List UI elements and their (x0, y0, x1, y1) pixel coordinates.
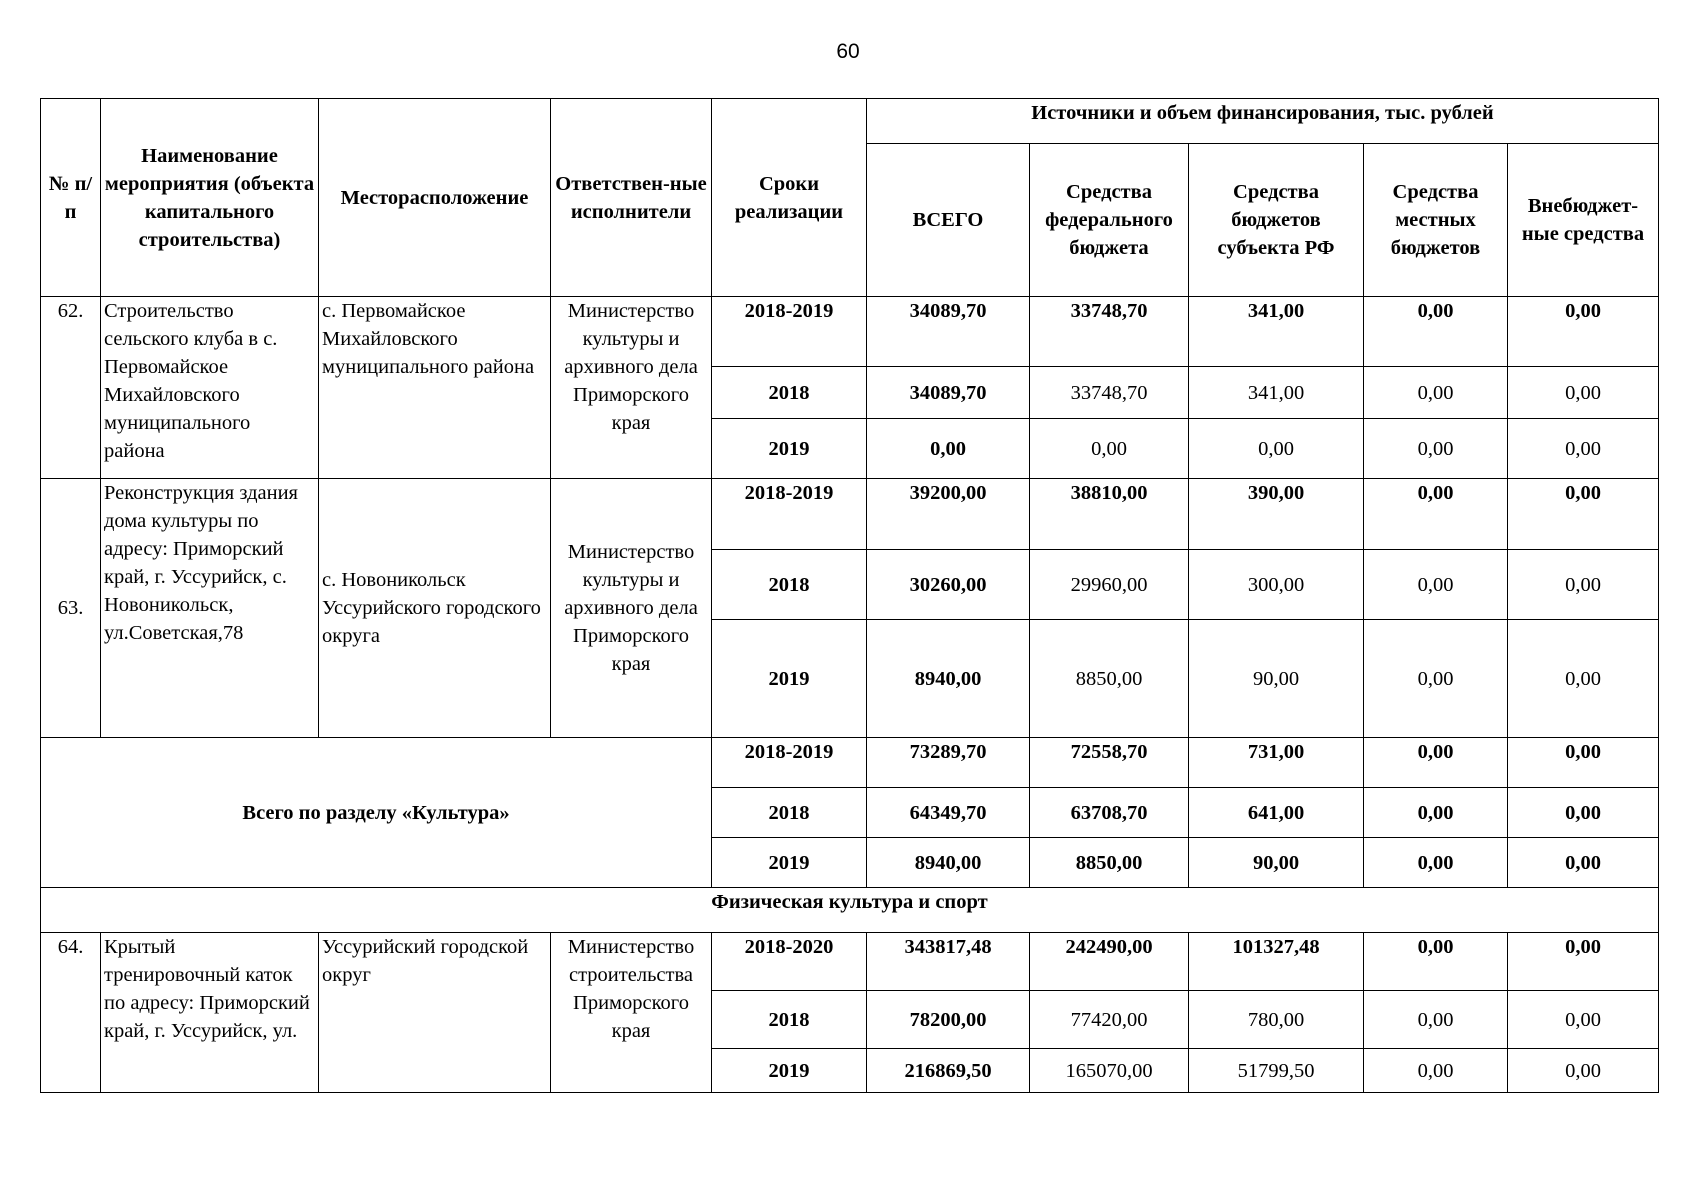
header-local: Средства местных бюджетов (1364, 144, 1508, 297)
period-cell: 2018 (712, 788, 867, 838)
local-cell: 0,00 (1364, 1049, 1508, 1093)
header-responsible: Ответствен-ные исполнители (551, 99, 712, 297)
federal-cell: 63708,70 (1030, 788, 1189, 838)
local-cell: 0,00 (1364, 991, 1508, 1049)
period-cell: 2018 (712, 367, 867, 419)
extra-cell: 0,00 (1508, 788, 1659, 838)
federal-cell: 38810,00 (1030, 479, 1189, 550)
entry-number: 62. (41, 297, 101, 479)
federal-cell: 33748,70 (1030, 367, 1189, 419)
subject-cell: 51799,50 (1189, 1049, 1364, 1093)
header-name: Наименование мероприятия (объекта капитального строительства) (101, 99, 319, 297)
header-extra: Внебюджет-ные средства (1508, 144, 1659, 297)
total-cell: 39200,00 (867, 479, 1030, 550)
subject-cell: 90,00 (1189, 838, 1364, 888)
entry-name: Крытый тренировочный каток по адресу: Приморский край, г. Уссурийск, ул. (101, 933, 319, 1093)
federal-cell: 0,00 (1030, 419, 1189, 479)
federal-cell: 165070,00 (1030, 1049, 1189, 1093)
extra-cell: 0,00 (1508, 838, 1659, 888)
subject-cell: 341,00 (1189, 367, 1364, 419)
period-cell: 2018-2019 (712, 297, 867, 367)
entry-name: Реконструкция здания дома культуры по адресу: Приморский край, г. Уссурийск, с. Новоникольск, ул.Советская,78 (101, 479, 319, 738)
local-cell: 0,00 (1364, 479, 1508, 550)
extra-cell: 0,00 (1508, 933, 1659, 991)
total-cell: 73289,70 (867, 738, 1030, 788)
entry-location: Уссурийский городской округ (319, 933, 551, 1093)
extra-cell: 0,00 (1508, 479, 1659, 550)
local-cell: 0,00 (1364, 933, 1508, 991)
subject-cell: 641,00 (1189, 788, 1364, 838)
period-cell: 2019 (712, 838, 867, 888)
subject-cell: 341,00 (1189, 297, 1364, 367)
header-row (41, 99, 1659, 144)
summary-row (41, 738, 1659, 788)
entry-location: с. Первомайское Михайловского муниципального района (319, 297, 551, 479)
header-terms: Сроки реализации (712, 99, 867, 297)
local-cell: 0,00 (1364, 367, 1508, 419)
subject-cell: 780,00 (1189, 991, 1364, 1049)
extra-cell: 0,00 (1508, 738, 1659, 788)
period-cell: 2019 (712, 1049, 867, 1093)
federal-cell: 72558,70 (1030, 738, 1189, 788)
federal-cell: 33748,70 (1030, 297, 1189, 367)
period-cell: 2018-2020 (712, 933, 867, 991)
local-cell: 0,00 (1364, 297, 1508, 367)
subject-cell: 731,00 (1189, 738, 1364, 788)
total-cell: 34089,70 (867, 367, 1030, 419)
period-cell: 2018 (712, 550, 867, 620)
subject-cell: 300,00 (1189, 550, 1364, 620)
extra-cell: 0,00 (1508, 620, 1659, 738)
extra-cell: 0,00 (1508, 419, 1659, 479)
section-row (41, 888, 1659, 933)
header-subject: Средства бюджетов субъекта РФ (1189, 144, 1364, 297)
total-cell: 64349,70 (867, 788, 1030, 838)
entry-location: с. Новоникольск Уссурийского городского округа (319, 479, 551, 738)
entry-name: Строительство сельского клуба в с. Первомайское Михайловского муниципального района (101, 297, 319, 479)
federal-cell: 77420,00 (1030, 991, 1189, 1049)
entry-responsible: Министерство культуры и архивного дела Приморского края (551, 479, 712, 738)
total-cell: 34089,70 (867, 297, 1030, 367)
subject-cell: 0,00 (1189, 419, 1364, 479)
total-cell: 8940,00 (867, 620, 1030, 738)
total-cell: 343817,48 (867, 933, 1030, 991)
local-cell: 0,00 (1364, 419, 1508, 479)
period-cell: 2019 (712, 419, 867, 479)
total-cell: 30260,00 (867, 550, 1030, 620)
header-federal: Средства федерального бюджета (1030, 144, 1189, 297)
local-cell: 0,00 (1364, 738, 1508, 788)
extra-cell: 0,00 (1508, 297, 1659, 367)
entry-responsible: Министерство строительства Приморского края (551, 933, 712, 1093)
subject-cell: 101327,48 (1189, 933, 1364, 991)
extra-cell: 0,00 (1508, 550, 1659, 620)
local-cell: 0,00 (1364, 838, 1508, 888)
period-cell: 2019 (712, 620, 867, 738)
entry-number: 63. (41, 479, 101, 738)
table-row (41, 479, 1659, 550)
extra-cell: 0,00 (1508, 367, 1659, 419)
period-cell: 2018-2019 (712, 738, 867, 788)
period-cell: 2018-2019 (712, 479, 867, 550)
entry-responsible: Министерство культуры и архивного дела Приморского края (551, 297, 712, 479)
subject-cell: 390,00 (1189, 479, 1364, 550)
header-location: Месторасположение (319, 99, 551, 297)
header-sources: Источники и объем финансирования, тыс. рублей (867, 99, 1659, 144)
total-cell: 78200,00 (867, 991, 1030, 1049)
header-num: № п/п (41, 99, 101, 297)
extra-cell: 0,00 (1508, 1049, 1659, 1093)
total-cell: 216869,50 (867, 1049, 1030, 1093)
total-cell: 0,00 (867, 419, 1030, 479)
federal-cell: 242490,00 (1030, 933, 1189, 991)
page-number: 60 (836, 40, 860, 63)
table-row (41, 297, 1659, 367)
entry-number: 64. (41, 933, 101, 1093)
local-cell: 0,00 (1364, 788, 1508, 838)
subject-cell: 90,00 (1189, 620, 1364, 738)
federal-cell: 29960,00 (1030, 550, 1189, 620)
summary-label: Всего по разделу «Культура» (41, 738, 712, 888)
extra-cell: 0,00 (1508, 991, 1659, 1049)
local-cell: 0,00 (1364, 550, 1508, 620)
table-row (41, 933, 1659, 991)
local-cell: 0,00 (1364, 620, 1508, 738)
header-total: ВСЕГО (867, 144, 1030, 297)
federal-cell: 8850,00 (1030, 838, 1189, 888)
period-cell: 2018 (712, 991, 867, 1049)
federal-cell: 8850,00 (1030, 620, 1189, 738)
total-cell: 8940,00 (867, 838, 1030, 888)
financing-table (40, 98, 1659, 1093)
section-title: Физическая культура и спорт (41, 888, 1659, 933)
